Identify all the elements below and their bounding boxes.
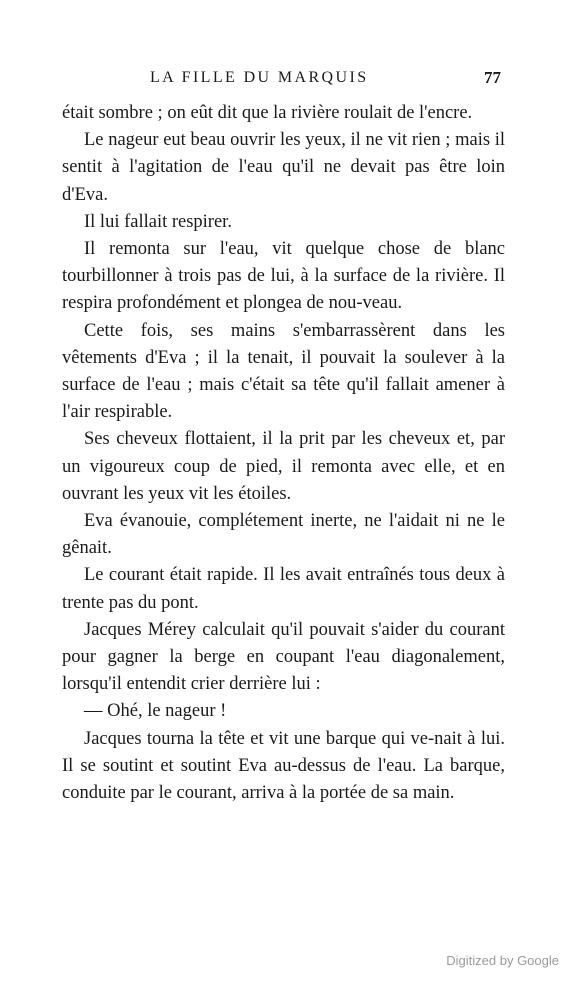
paragraph: était sombre ; on eût dit que la rivière roulait de l'encre. [62, 103, 473, 123]
paragraph: Eva évanouie, complétement inerte, ne l'aidait ni ne le gênait. [62, 511, 505, 559]
paragraph: Il lui fallait respirer. [84, 211, 232, 232]
paragraph: — Ohé, le nageur ! [84, 701, 227, 722]
paragraph: Le nageur eut beau ouvrir les yeux, il ne vit rien ; mais il sentit à l'agitation de l'eau qu'il ne devait pas être loin d'Eva. [62, 130, 505, 205]
running-title: LA FILLE DU MARQUIS [150, 69, 369, 86]
running-head [62, 66, 505, 90]
digitized-watermark: Digitized by Google [446, 953, 559, 968]
paragraph: Cette fois, ses mains s'embarrassèrent dans les vêtements d'Eva ; il la tenait, il pouvait la soulever à la surface de l'eau ; mais c'était sa tête qu'il fallait amener à l'air respirable. [62, 320, 505, 423]
page-number: 77 [484, 68, 501, 87]
body-text [62, 100, 505, 807]
paragraph: Jacques Mérey calculait qu'il pouvait s'aider du courant pour gagner la berge en coupant l'eau diagonalement, lorsqu'il entendit crier derrière lui : [62, 619, 505, 695]
paragraph: Le courant était rapide. Il les avait entraînés tous deux à trente pas du pont. [62, 565, 505, 613]
paragraph: Ses cheveux flottaient, il la prit par les cheveux et, par un vigoureux coup de pied, il remonta avec elle, et en ouvrant les yeux vit les étoiles. [62, 429, 505, 504]
paragraph: Jacques tourna la tête et vit une barque qui ve-nait à lui. Il se soutint et soutint Eva au-dessus de l'eau. La barque, conduite par le courant, arriva à la portée de sa main. [62, 728, 505, 804]
paragraph: Il remonta sur l'eau, vit quelque chose de blanc tourbillonner à trois pas de lui, à la surface de la rivière. Il respira profondément et plongea de nou-veau. [62, 239, 505, 314]
